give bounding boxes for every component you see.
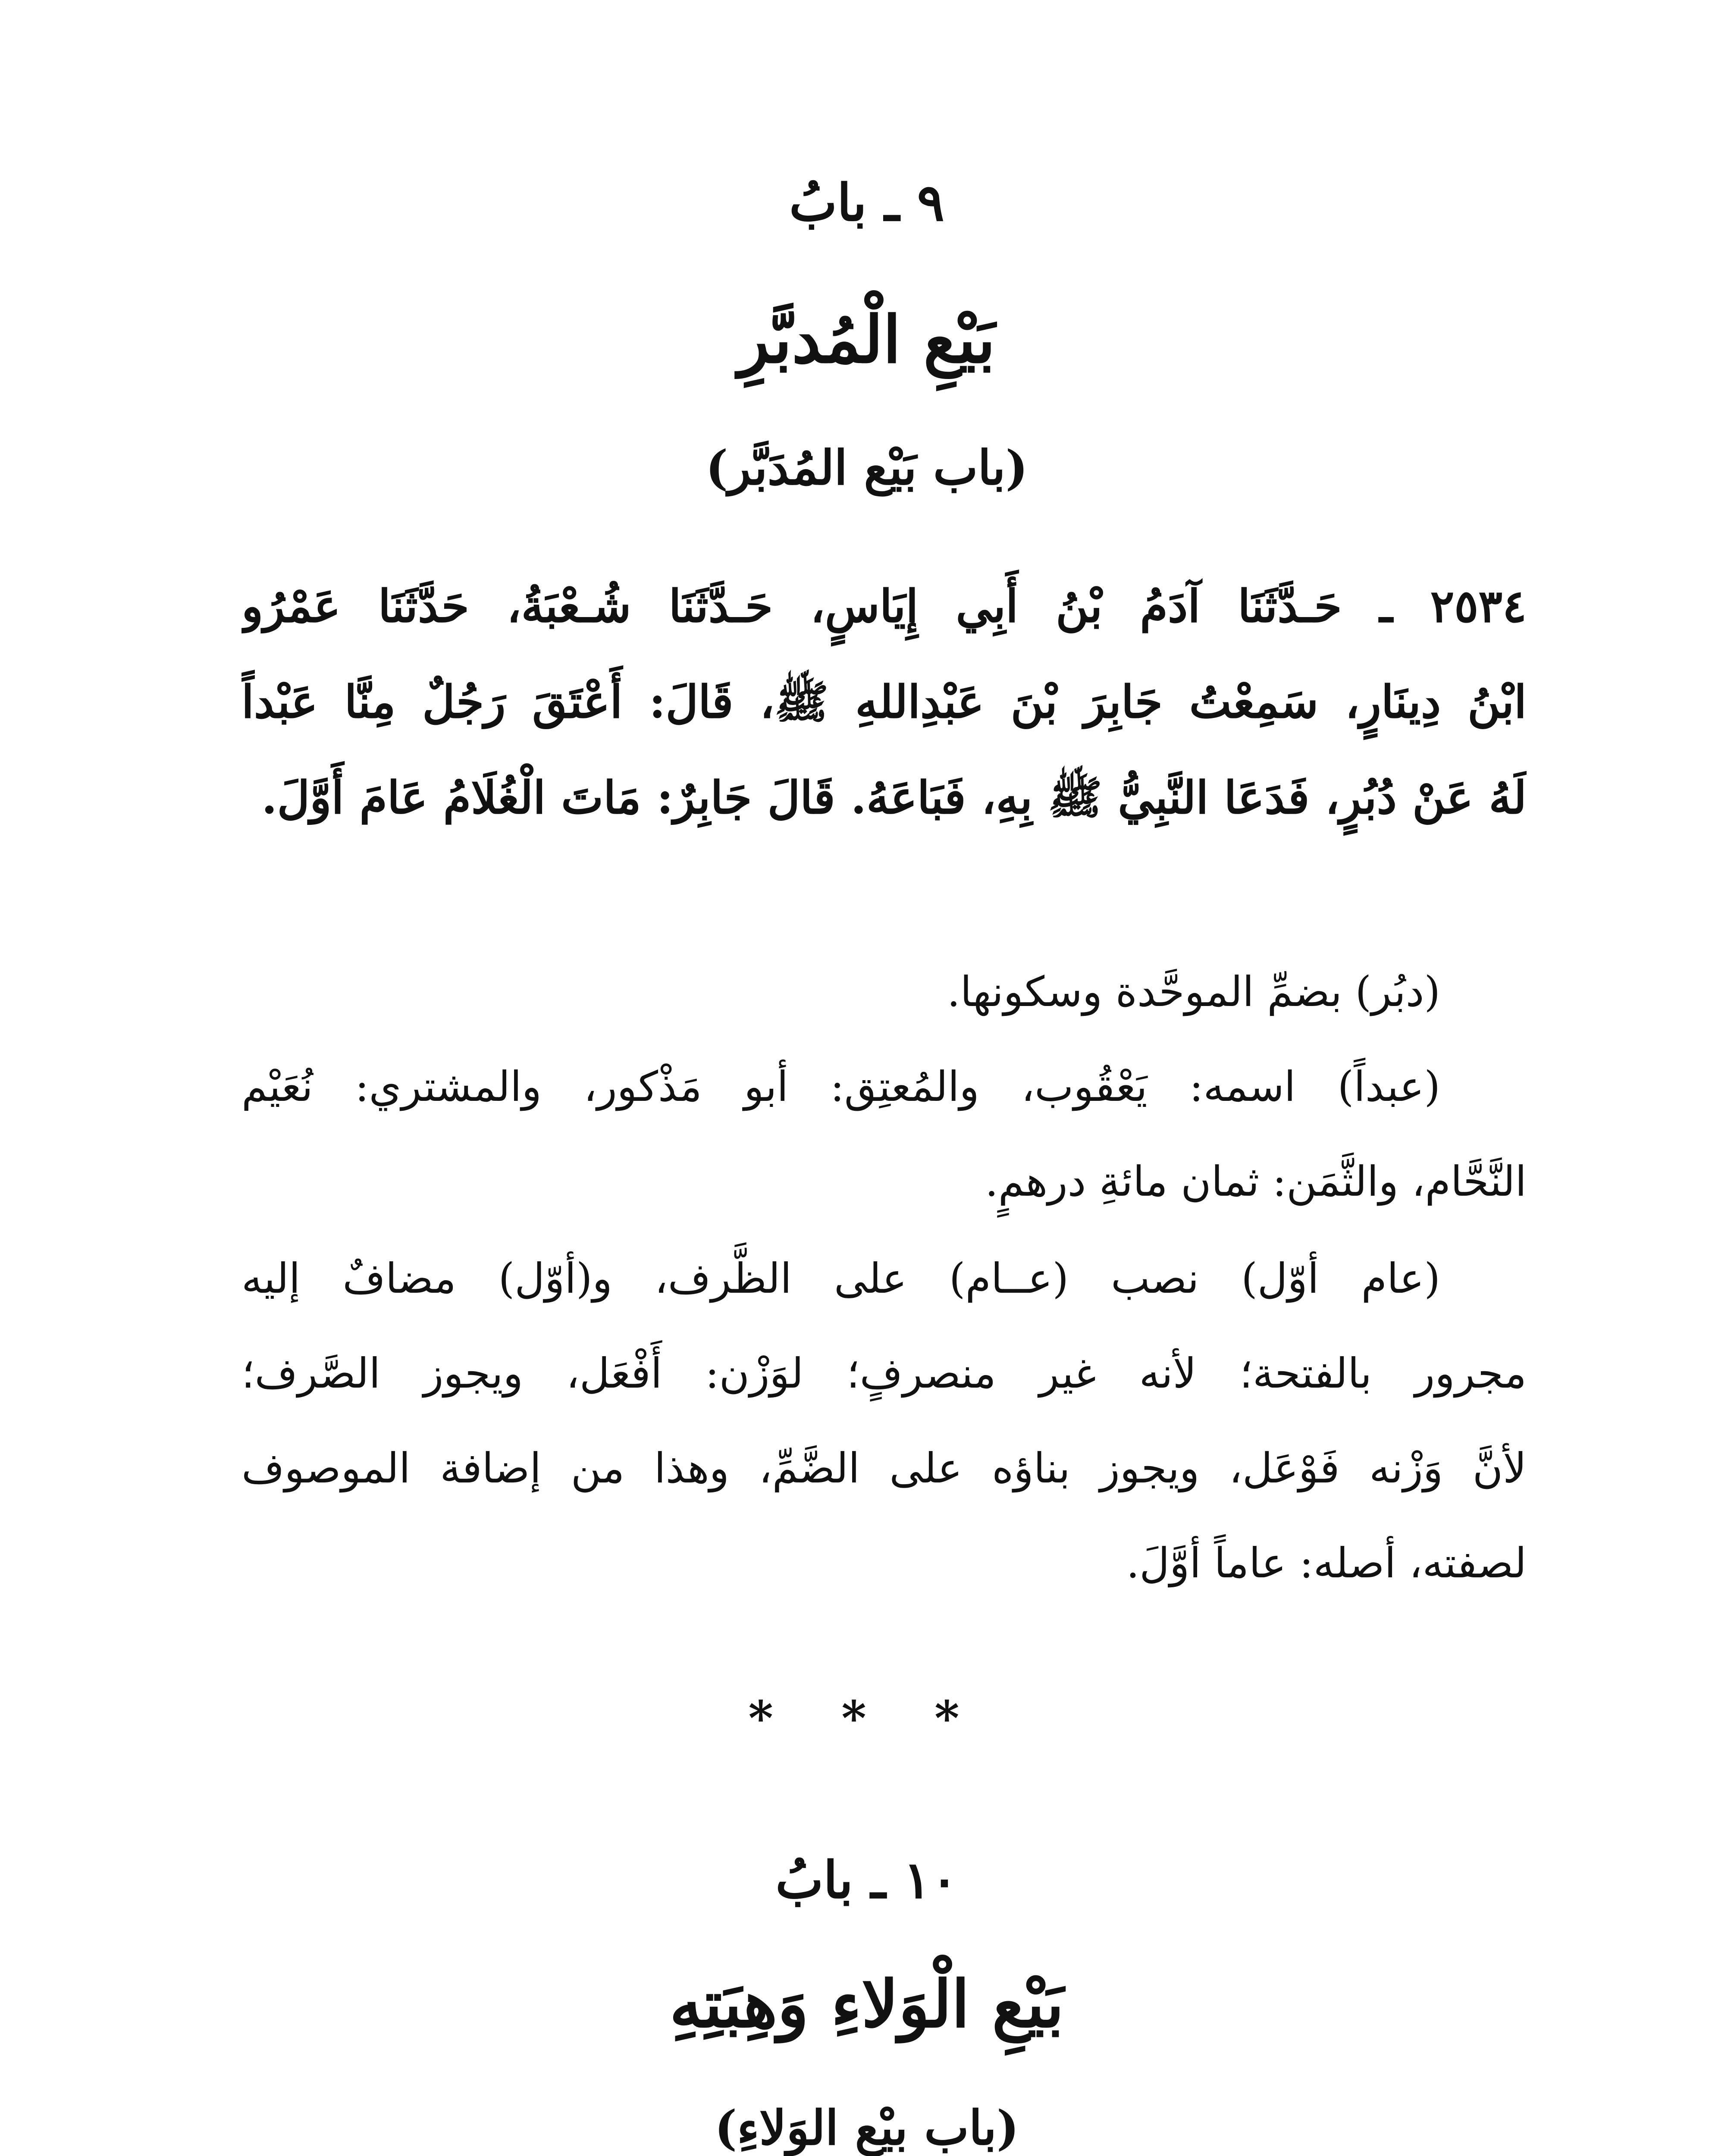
- chapter-title-9: بَيْعِ الْمُدبَّرِ: [738, 302, 996, 378]
- commentary-line: (عام أوّل) نصب (عــام) على الظَّرف، و(أوّل) مضافٌ إليه: [241, 1254, 1440, 1303]
- chapter-title-10: بَيْعِ الْوَلاءِ وَهِبَتِهِ: [669, 1966, 1064, 2042]
- commentary-line: النَّحَّام، والثَّمَن: ثمان مائةِ درهمٍ.: [985, 1157, 1527, 1206]
- bab-label-10: (باب بيْع الوَلاءِ): [714, 2100, 1019, 2156]
- section-separator: * * *: [748, 1690, 985, 1746]
- commentary-abdan: [241, 1039, 1527, 1229]
- commentary-line: لأنَّ وَزْنه فَوْعَل، ويجوز بناؤه على الضَّمِّ، وهذا من إضافة الموصوف: [241, 1444, 1527, 1492]
- commentary-line: مجرور بالفتحة؛ لأنه غير منصرفٍ؛ لوَزْن: أَفْعَل، ويجوز الصَّرف؛: [241, 1349, 1527, 1398]
- commentary-line: (دبُر) بضمِّ الموحَّدة وسكونها.: [947, 968, 1440, 1016]
- commentary-line: (عبداً) اسمه: يَعْقُوب، والمُعتِق: أبو مَذْكور، والمشتري: نُعَيْم: [241, 1062, 1440, 1111]
- commentary-line: لصفته، أصله: عاماً أوَّلَ.: [1126, 1539, 1527, 1587]
- hadith-line: لَهُ عَنْ دُبُرٍ، فَدَعَا النَّبِيُّ ﷺ بِهِ، فَبَاعَهُ. قَالَ جَابِرٌ: مَاتَ الْغُلَامُ عَامَ أَوَّلَ.: [261, 771, 1527, 824]
- commentary-dubur: [241, 944, 1527, 1039]
- bab-label-9: (باب بَيْع المُدَبَّر): [706, 440, 1028, 495]
- commentary-am-awwal: [241, 1231, 1527, 1611]
- hadith-line: ٢٥٣٤ ـ حَـدَّثَنَا آدَمُ بْنُ أَبِي إِيَاسٍ، حَـدَّثَنَا شُـعْبَةُ، حَدَّثَنَا عَمْرُو: [241, 580, 1527, 633]
- chapter-number-9: ٩ ـ بابُ: [789, 172, 944, 232]
- hadith-2534: [241, 558, 1527, 846]
- hadith-line: ابْنُ دِينَارٍ، سَمِعْتُ جَابِرَ بْنَ عَبْدِاللهِ ﷺ، قَالَ: أَعْتَقَ رَجُلٌ مِنَّا عَبْداً: [241, 675, 1527, 728]
- chapter-number-10: ١٠ ـ بابُ: [775, 1850, 958, 1910]
